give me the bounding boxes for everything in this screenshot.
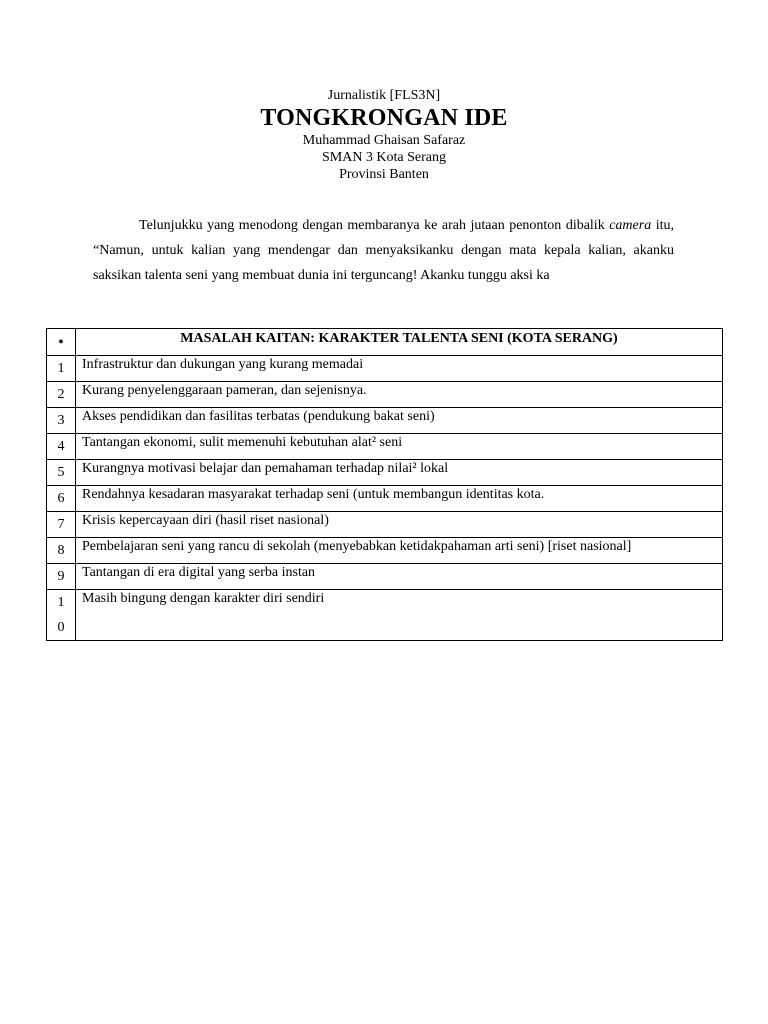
row-number-digit-2: 0 (57, 620, 65, 635)
row-text: Tantangan ekonomi, sulit memenuhi kebutuhan alat² seni (76, 434, 723, 460)
row-number: 8 (47, 538, 76, 564)
row-text: Kurangnya motivasi belajar dan pemahaman terhadap nilai² lokal (76, 460, 723, 486)
course-label: Jurnalistik [FLS3N] (327, 88, 441, 103)
table-row (47, 486, 723, 512)
problems-table (46, 328, 723, 641)
row-number: 3 (47, 408, 76, 434)
table-row (47, 564, 723, 590)
table-header-row (47, 329, 723, 356)
paragraph-part-1: Telunjukku yang menodong dengan membaranya ke arah jutaan penonton dibalik (139, 218, 610, 233)
row-text: Tantangan di era digital yang serba instan (76, 564, 723, 590)
table-row (47, 382, 723, 408)
table-row (47, 590, 723, 641)
row-text: Masih bingung dengan karakter diri sendiri (76, 590, 723, 641)
table-header-title: MASALAH KAITAN: KARAKTER TALENTA SENI (KOTA SERANG) (76, 329, 723, 356)
table-row (47, 538, 723, 564)
document-header (0, 87, 768, 183)
row-number: 9 (47, 564, 76, 590)
row-number: 4 (47, 434, 76, 460)
row-text: Infrastruktur dan dukungan yang kurang memadai (76, 356, 723, 382)
author-name: Muhammad Ghaisan Safaraz (302, 133, 466, 148)
row-text: Krisis kepercayaan diri (hasil riset nasional) (76, 512, 723, 538)
document-title: TONGKRONGAN IDE (260, 105, 508, 131)
table-row (47, 512, 723, 538)
table-row (47, 460, 723, 486)
school-name: SMAN 3 Kota Serang (321, 150, 447, 165)
paragraph-italic-word: camera (609, 218, 652, 233)
intro-paragraph (93, 213, 674, 288)
table-row (47, 408, 723, 434)
row-text: Pembelajaran seni yang rancu di sekolah (menyebabkan ketidakpahaman arti seni) [riset nasional] (76, 538, 723, 564)
row-number (47, 590, 76, 641)
row-text: Rendahnya kesadaran masyarakat terhadap seni (untuk membangun identitas kota. (76, 486, 723, 512)
row-text: Kurang penyelenggaraan pameran, dan sejenisnya. (76, 382, 723, 408)
row-number: 5 (47, 460, 76, 486)
row-number: 6 (47, 486, 76, 512)
paragraph-part-2: itu, “Namun, untuk kalian yang mendengar dan menyaksikanku dengan mata kepala kalian, akanku saksikan talenta seni yang membuat dunia ini terguncang! Akanku tunggu aksi ka (93, 218, 675, 283)
row-number: 2 (47, 382, 76, 408)
header-bullet: • (47, 329, 76, 356)
table-row (47, 434, 723, 460)
row-number: 7 (47, 512, 76, 538)
row-text: Akses pendidikan dan fasilitas terbatas (pendukung bakat seni) (76, 408, 723, 434)
row-number-digit-1: 1 (57, 595, 65, 610)
table-row (47, 356, 723, 382)
row-number: 1 (47, 356, 76, 382)
province-name: Provinsi Banten (339, 167, 429, 182)
